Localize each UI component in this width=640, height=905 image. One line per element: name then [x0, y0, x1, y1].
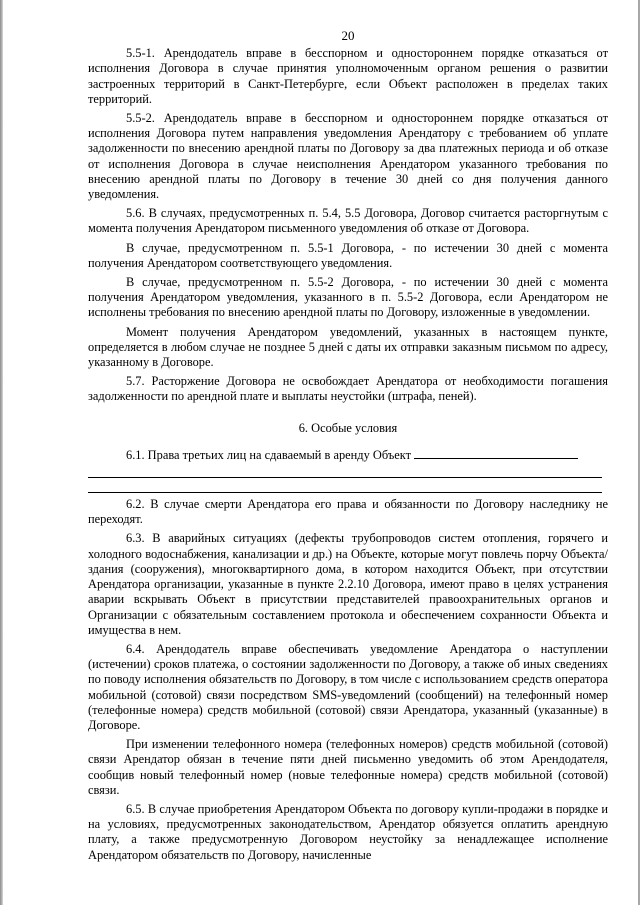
paragraph-5-7: 5.7. Расторжение Договора не освобождает Арендатора от необходимости погашения задолженности по арендной плате и выплаты неустойки (штрафа, пеней). [88, 374, 608, 404]
paragraph-6-4: 6.4. Арендодатель вправе обеспечивать уведомление Арендатора о наступлении (истечении) сроков платежа, о состоянии задолженности по Договору, а также об иных сведениях по поводу исполнения обязательств по Договору, в том числе с использованием средств оператора мобильной (сотовой) связи посредством SMS-уведомлений (сообщений) на телефонный номер (телефонные номера) средств мобильной (сотовой) связи Арендатора, указанный (указанные) в Договоре. [88, 641, 608, 732]
fill-in-blank-line-1 [88, 463, 602, 478]
paragraph-6-2: 6.2. В случае смерти Арендатора его права и обязанности по Договору наследнику не переходят. [88, 497, 608, 527]
fill-in-blank-line-2 [88, 478, 602, 493]
paragraph-6-1 [88, 447, 608, 463]
paragraph-6-3: 6.3. В аварийных ситуациях (дефекты трубопроводов систем отопления, горячего и холодного водоснабжения, канализации и др.) на Объекте, которые могут повлечь порчу Объекта/здания (сооружения), многоквартирного дома, в котором находится Объект, при отсутствии Арендатора организации, указанные в пункте 2.2.10 Договора, имеют право в целях устранения аварии вскрывать Объект в присутствии представителей правоохранительных органов и Организации с обязательным составлением протокола и обеспечением сохранности Объекта и имущества в нем. [88, 531, 608, 637]
scan-edge-left [0, 0, 3, 905]
fill-in-blank-inline [414, 447, 578, 459]
paragraph-5-6: 5.6. В случаях, предусмотренных п. 5.4, 5.5 Договора, Договор считается расторгнутым с момента получения Арендатором письменного уведомления об отказе от Договора. [88, 206, 608, 236]
paragraph-6-1-text: 6.1. Права третьих лиц на сдаваемый в аренду Объект [126, 447, 412, 462]
paragraph-5-6-case-1: В случае, предусмотренном п. 5.5-1 Договора, - по истечении 30 дней с момента получения Арендатором соответствующего уведомления. [88, 240, 608, 270]
document-page [88, 28, 608, 863]
page-number: 20 [341, 28, 355, 43]
paragraph-5-5-2: 5.5-2. Арендодатель вправе в бесспорном и одностороннем порядке отказаться от исполнения Договора путем направления уведомления Арендатору с требованием об уплате задолженности по внесению арендной платы по Договору за два платежных периода и об отказе от исполнения Договора в случае неисполнения Арендатором указанного требования по внесению арендной платы по Договору в течение 30 дней со дня получения данного уведомления. [88, 111, 608, 202]
paragraph-5-6-notice-moment: Момент получения Арендатором уведомлений, указанных в настоящем пункте, определяется в любом случае не позднее 5 дней с даты их отправки заказным письмом по адресу, указанному в Договоре. [88, 324, 608, 370]
paragraph-5-5-1: 5.5-1. Арендодатель вправе в бесспорном и одностороннем порядке отказаться от исполнения Договора в случае принятия уполномоченным органом решения о развитии застроенных территорий в Санкт-Петербурге, если Объект расположен в пределах таких территорий. [88, 46, 608, 106]
paragraph-5-6-case-2: В случае, предусмотренном п. 5.5-2 Договора, - по истечении 30 дней с момента получения Арендатором уведомления, указанного в п. 5.5-2 Договора, если Арендатором не исполнены требования по внесению арендной платы по Договору, изложенные в уведомлении. [88, 275, 608, 320]
paragraph-6-5: 6.5. В случае приобретения Арендатором Объекта по договору купли-продажи в порядке и на условиях, предусмотренных законодательством, Арендатор обязуется оплатить арендную плату, а также предусмотренную Договором неустойку за ненадлежащее исполнение Арендатором обязательств по Договору, начисленные [88, 801, 608, 862]
paragraph-6-4-phone-change: При изменении телефонного номера (телефонных номеров) средств мобильной (сотовой) связи Арендатор обязан в течение пяти дней письменно уведомить об этом Арендодателя, сообщив новый телефонный номер (новые телефонные номера) средств мобильной (сотовой) связи. [88, 737, 608, 797]
section-heading-6: 6. Особые условия [298, 420, 398, 435]
